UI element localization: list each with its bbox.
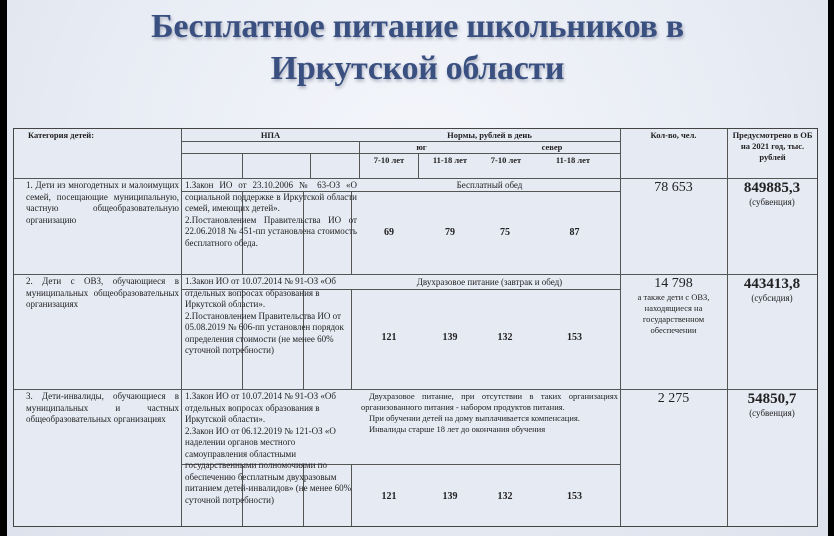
row-1-norm-north-11-18: 87	[569, 227, 580, 238]
header-north: север	[541, 142, 563, 152]
header-count: Кол-во, чел.	[650, 130, 697, 140]
row-1-norm-south-11-18: 79	[445, 227, 455, 238]
slide	[7, 0, 828, 536]
row-2-norm-south-11-18: 139	[442, 332, 458, 343]
row-2-norm-south-7-10: 121	[381, 332, 397, 343]
row-3-meal-type	[361, 391, 618, 435]
row-2-npa	[185, 276, 357, 357]
title-line-1: Бесплатное питание школьников в	[151, 8, 684, 45]
header-north-11-18: 11-18 лет	[555, 155, 591, 165]
header-category: Категория детей:	[28, 130, 95, 140]
row-2-count	[622, 276, 725, 336]
row-1-meal-type: Бесплатный обед	[456, 180, 523, 190]
row-3-norm-south-11-18: 139	[442, 491, 458, 502]
row-3-budget-type: (субвенция)	[749, 408, 795, 418]
row-1-budget	[727, 180, 817, 209]
row-1-npa	[185, 180, 357, 249]
row-3-norm-north-7-10: 132	[497, 491, 513, 502]
row-2-count-value: 14 798	[654, 276, 693, 291]
row-3-npa-item: 1.Закон ИО от 10.07.2014 № 91-ОЗ «Об отдельных вопросах образования в Иркутской области».	[185, 391, 336, 424]
row-2-npa-item: 2.Постановлением Правительства ИО от 05.08.2019 № 606-пп установлен порядок определения стоимости (не менее 60% суточной потребности)	[185, 310, 344, 355]
row-1-count: 78 653	[654, 180, 693, 195]
row-3-npa	[185, 391, 357, 506]
slide-title	[7, 6, 828, 90]
row-2-category: 2. Дети с ОВЗ, обучающиеся в муниципальных общеобразовательных организациях	[26, 276, 179, 309]
row-3-meal-line: Двухразовое питание, при отсутствии в таких организациях организованного питания - набором продуктов питания.	[361, 391, 618, 412]
title-line-2: Иркутской области	[270, 50, 565, 87]
row-2-budget-value: 443413,8	[743, 276, 801, 292]
row-3-category: 3. Дети-инвалиды, обучающиеся в муниципальных и частных общеобразовательных организациях	[26, 391, 179, 424]
row-1-norm-south-7-10: 69	[384, 227, 394, 238]
header-south: юг	[416, 142, 427, 152]
header-south-7-10: 7-10 лет	[373, 155, 405, 165]
row-1-npa-item: 1.Закон ИО от 23.10.2006 № 63-ОЗ «О социальной поддержке в Иркутской области семей, имеющих детей».	[185, 180, 357, 213]
row-2-count-note: а также дети с ОВЗ, находящиеся на государственном обеспечении	[637, 292, 710, 335]
row-3-meal-line: Инвалиды старше 18 лет до окончания обучения	[369, 424, 546, 434]
row-1-npa-item: 2.Постановлением Правительства ИО от 22.06.2018 № 451-пп установлена стоимость бесплатного обеда.	[185, 214, 357, 248]
header-north-7-10: 7-10 лет	[490, 155, 522, 165]
row-2-npa-item: 1.Закон ИО от 10.07.2014 № 91-ОЗ «Об отдельных вопросах образования в Иркутской области».	[185, 276, 336, 309]
row-1-norm-north-7-10: 75	[500, 227, 510, 238]
row-3-npa-item: 2.Закон ИО от 06.12.2019 № 121-ОЗ «О наделении органов местного самоуправления областными государственными полномочиями по обеспечению бесплатным двухразовым питанием детей-инвалидов» (не менее 60% суточной потребности)	[185, 425, 352, 505]
row-2-budget-type: (субсидия)	[751, 293, 793, 303]
row-1-budget-type: (субвенция)	[749, 197, 795, 207]
row-3-budget-value: 54850,7	[747, 391, 797, 407]
row-1-category: 1. Дети из многодетных и малоимущих семей, посещающие муниципальную, частную общеобразовательную организацию	[26, 180, 179, 225]
header-npa: НПА	[260, 130, 281, 140]
row-3-budget	[727, 391, 817, 420]
row-3-meal-line: При обучении детей на дому выплачивается компенсация.	[369, 413, 580, 423]
row-3-count: 2 275	[657, 391, 690, 406]
meals-table	[13, 128, 818, 527]
header-budget: Предусмотрено в ОБ на 2021 год, тыс. рублей	[732, 130, 813, 162]
row-2-budget	[727, 276, 817, 305]
row-1-budget-value: 849885,3	[743, 180, 801, 196]
row-3-norm-north-11-18: 153	[567, 491, 582, 502]
header-south-11-18: 11-18 лет	[432, 155, 468, 165]
row-2-norm-north-7-10: 132	[497, 332, 513, 343]
header-norms: Нормы, рублей в день	[447, 130, 532, 140]
row-2-meal-type: Двухразовое питание (завтрак и обед)	[416, 277, 563, 287]
row-2-norm-north-11-18: 153	[567, 332, 582, 343]
row-3-norm-south-7-10: 121	[381, 491, 397, 502]
